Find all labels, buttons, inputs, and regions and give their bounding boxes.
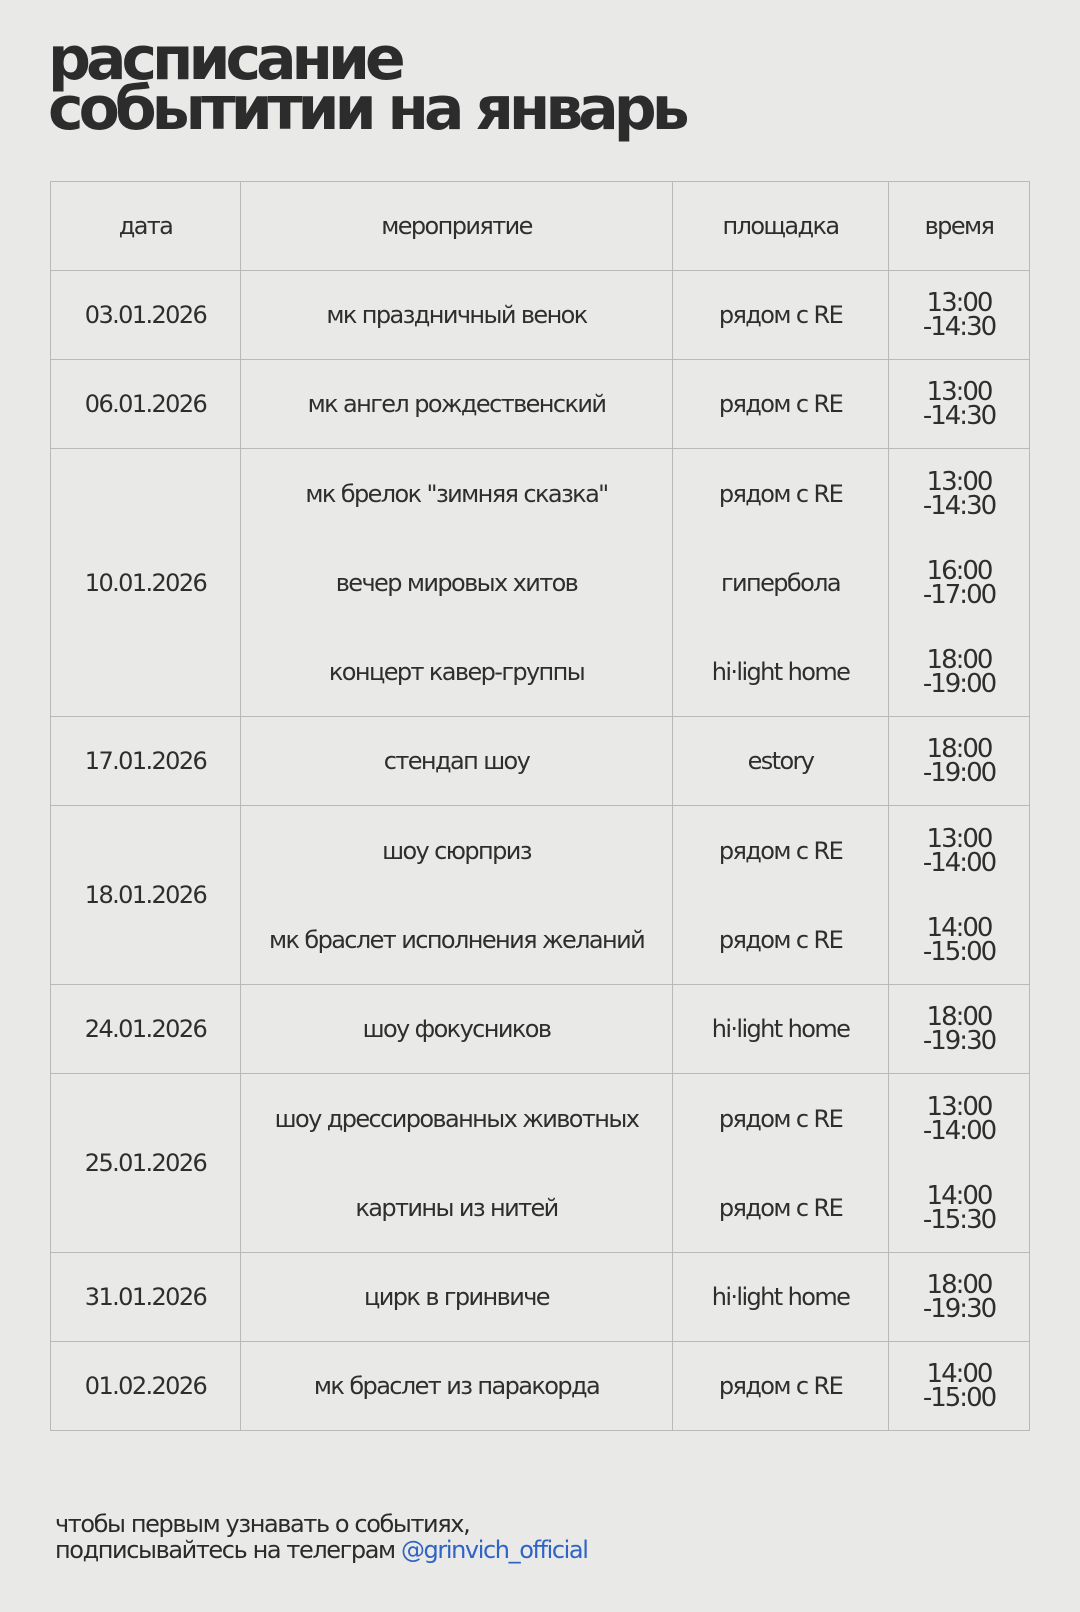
event-name: мк праздничный венок [326,301,587,329]
time-start: 13:00 [926,288,992,318]
venue-cell [673,985,889,1074]
time-range [889,1074,1029,1163]
venue-name: рядом с RE [718,390,843,418]
venue-cell [673,1342,889,1431]
table-header-row [51,182,1030,271]
event-name: концерт кавер-группы [328,657,585,686]
table-row [51,1342,1030,1431]
title-line-1: расписание [48,24,401,94]
footer-note [55,1511,587,1563]
time-cell [889,806,1030,985]
event-cell [241,1074,673,1253]
time-start: 18:00 [926,1002,992,1032]
event-cell [241,360,673,449]
date-cell: 03.01.2026 [51,271,241,360]
event-name: шоу фокусников [362,1015,551,1043]
time-start: 18:00 [926,644,992,675]
time-cell [889,985,1030,1074]
time-start: 18:00 [926,734,992,764]
event-name: стендап шоу [383,747,530,775]
table-row [51,360,1030,449]
time-range [889,1342,1029,1430]
event-cell [241,985,673,1074]
venue-cell [673,1074,889,1253]
time-cell [889,1342,1030,1431]
time-end: -19:30 [922,1026,996,1056]
venue-name: hi·light home [711,1015,850,1043]
venue-name: рядом с RE [718,1193,843,1222]
event-name: мк браслет из паракорда [313,1372,600,1400]
time-end: -19:30 [922,1294,996,1324]
event-cell [241,1253,673,1342]
time-cell [889,360,1030,449]
venue-cell [673,449,889,717]
title-line-2: событитии на январь [48,74,685,144]
time-end: -15:30 [922,1204,996,1235]
time-cell [889,449,1030,717]
time-cell [889,717,1030,806]
event-cell [241,271,673,360]
table-row [51,1074,1030,1253]
header-venue: площадка [673,182,889,271]
date-cell: 01.02.2026 [51,1342,241,1431]
date-cell: 24.01.2026 [51,985,241,1074]
header-date: дата [51,182,241,271]
time-range [889,360,1029,448]
time-end: -15:00 [922,936,996,967]
time-range [889,449,1029,538]
footer-line-2-text: подписывайтесь на телеграм [55,1536,395,1564]
date-cell: 17.01.2026 [51,717,241,806]
time-start: 18:00 [926,1270,992,1300]
event-name: картины из нитей [355,1193,558,1222]
venue-name: рядом с RE [718,925,843,954]
time-start: 13:00 [926,823,992,854]
time-range [889,806,1029,895]
date-cell: 18.01.2026 [51,806,241,985]
date-cell: 31.01.2026 [51,1253,241,1342]
date-cell: 25.01.2026 [51,1074,241,1253]
time-start: 13:00 [926,1091,992,1122]
time-end: -17:00 [922,579,996,610]
venue-name: рядом с RE [718,479,843,508]
time-range [889,717,1029,805]
venue-name: рядом с RE [718,1104,843,1133]
time-range [889,895,1029,984]
time-end: -14:30 [922,312,996,342]
time-end: -19:00 [922,668,996,699]
time-end: -14:30 [922,401,996,431]
time-start: 13:00 [926,466,992,497]
time-range [889,538,1029,627]
event-name: цирк в гринвиче [364,1283,549,1311]
venue-name: рядом с RE [718,1372,843,1400]
table-row [51,271,1030,360]
event-name: шоу сюрприз [382,836,531,865]
date-cell: 06.01.2026 [51,360,241,449]
event-name: шоу дрессированных животных [274,1104,639,1133]
table-row [51,1253,1030,1342]
venue-name: estory [747,747,814,775]
event-cell [241,806,673,985]
page-title [48,24,685,144]
telegram-handle-link[interactable]: @grinvich_official [400,1536,588,1564]
time-cell [889,1074,1030,1253]
event-name: мк браслет исполнения желаний [268,925,645,954]
venue-cell [673,360,889,449]
venue-name: рядом с RE [718,836,843,865]
event-name: мк ангел рождественский [307,390,606,418]
time-range [889,1163,1029,1252]
time-range [889,1253,1029,1341]
time-cell [889,1253,1030,1342]
event-cell [241,1342,673,1431]
table-row [51,806,1030,985]
venue-cell [673,806,889,985]
venue-name: hi·light home [711,657,850,686]
header-time: время [889,182,1030,271]
event-cell [241,717,673,806]
time-range [889,627,1029,716]
schedule-table [50,181,1030,1431]
venue-name: гипербола [720,568,841,597]
venue-cell [673,717,889,806]
footer-line-2 [55,1537,587,1563]
event-name: вечер мировых хитов [335,568,578,597]
time-start: 13:00 [926,377,992,407]
table-row [51,449,1030,717]
venue-cell [673,1253,889,1342]
time-end: -14:30 [922,490,996,521]
time-start: 14:00 [926,912,992,943]
header-event: мероприятие [241,182,673,271]
time-end: -14:00 [922,1115,996,1146]
time-range [889,985,1029,1073]
time-cell [889,271,1030,360]
time-start: 14:00 [926,1180,992,1211]
time-end: -19:00 [922,758,996,788]
time-range [889,271,1029,359]
venue-name: рядом с RE [718,301,843,329]
time-start: 14:00 [926,1359,992,1389]
time-end: -14:00 [922,847,996,878]
date-cell: 10.01.2026 [51,449,241,717]
footer-line-1: чтобы первым узнавать о событиях, [55,1510,470,1538]
time-end: -15:00 [922,1383,996,1413]
table-row [51,717,1030,806]
event-name: мк брелок "зимняя сказка" [305,479,608,508]
venue-name: hi·light home [711,1283,850,1311]
table-row [51,985,1030,1074]
event-cell [241,449,673,717]
time-start: 16:00 [926,555,992,586]
venue-cell [673,271,889,360]
